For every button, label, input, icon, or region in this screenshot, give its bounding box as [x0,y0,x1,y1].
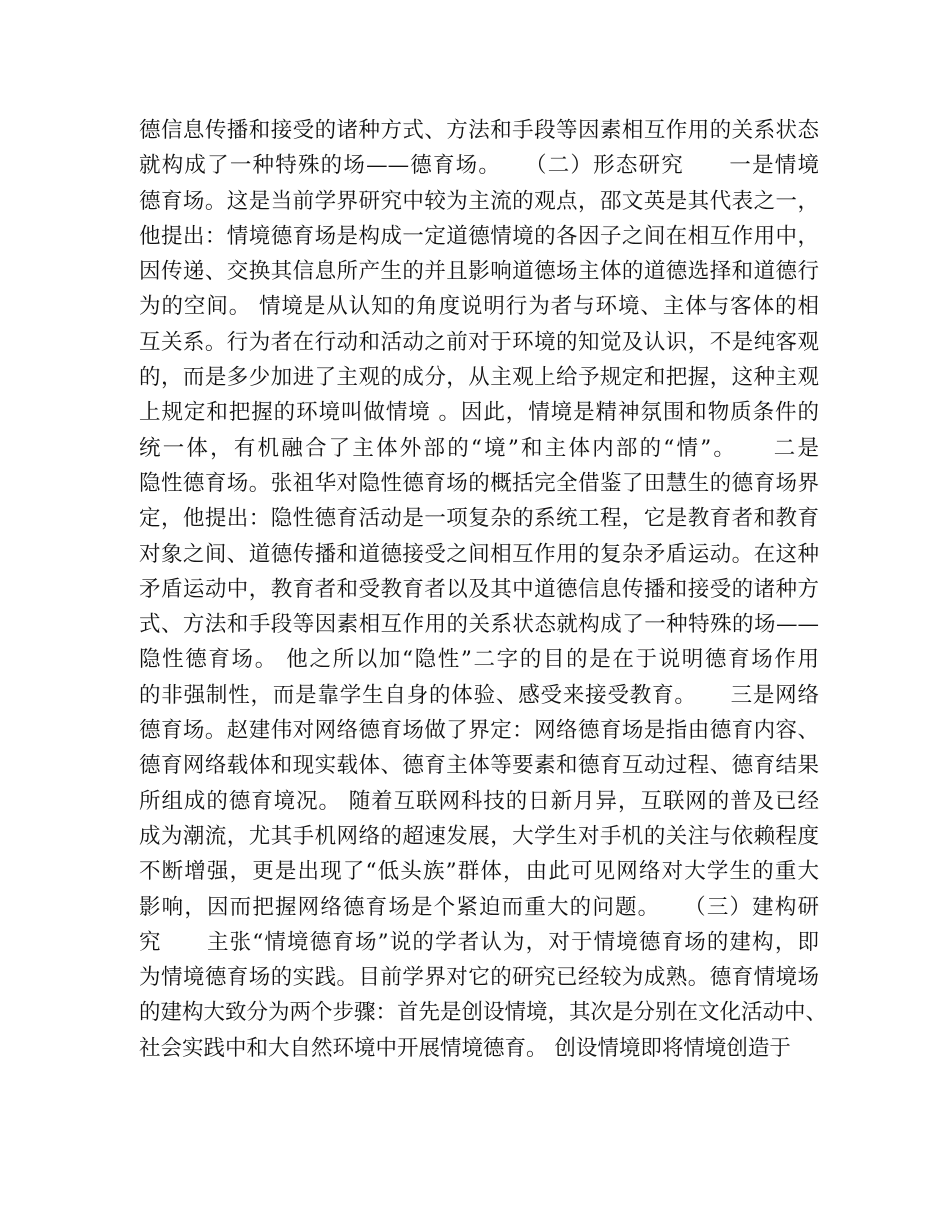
text-line-15: 式、方法和手段等因素相互作用的关系状态就构成了一种特殊的场—— [139,612,819,638]
text-line-9: 上规定和把握的环境叫做情境 。因此，情境是精神氛围和物质条件的 [139,400,819,426]
text-line-20: 所组成的德育境况。 随着互联网科技的日新月异，互联网的普及已经 [139,788,819,814]
text-line-6: 为的空间。 情境是从认知的角度说明行为者与环境、主体与客体的相 [139,294,819,320]
text-line-27: 社会实践中和大自然环境中开展情境德育。 创设情境即将情境创造于 [139,1035,791,1061]
text-line-25: 为情境德育场的实践。目前学界对它的研究已经较为成熟。德育情境场 [139,965,819,991]
text-line-4: 他提出：情境德育场是构成一定道德情境的各因子之间在相互作用中， [139,223,819,249]
text-line-18: 德育场。赵建伟对网络德育场做了界定：网络德育场是指由德育内容、 [139,718,819,744]
text-line-13: 对象之间、道德传播和道德接受之间相互作用的复杂矛盾运动。在这种 [139,541,819,567]
text-line-2: 就构成了一种特殊的场——德育场。 （二）形态研究 一是情境 [139,153,819,179]
text-line-1: 德信息传播和接受的诸种方式、方法和手段等因素相互作用的关系状态 [139,118,819,143]
text-line-10: 统一体，有机融合了主体外部的“境”和主体内部的“情”。 二是 [139,435,819,461]
text-line-11: 隐性德育场。张祖华对隐性德育场的概括完全借鉴了田慧生的德育场界 [139,470,819,496]
text-line-8: 的，而是多少加进了主观的成分，从主观上给予规定和把握，这种主观 [139,365,819,391]
text-line-5: 因传递、交换其信息所产生的并且影响道德场主体的道德选择和道德行 [139,259,819,285]
text-line-17: 的非强制性，而是靠学生自身的体验、感受来接受教育。 三是网络 [139,682,819,708]
text-line-21: 成为潮流，尤其手机网络的超速发展，大学生对手机的关注与依赖程度 [139,823,819,849]
text-line-19: 德育网络载体和现实载体、德育主体等要素和德育互动过程、德育结果 [139,753,819,779]
text-line-26: 的建构大致分为两个步骤：首先是创设情境，其次是分别在文化活动中、 [139,1000,828,1026]
text-line-14: 矛盾运动中，教育者和受教育者以及其中道德信息传播和接受的诸种方 [139,576,819,602]
text-line-3: 德育场。这是当前学界研究中较为主流的观点，邵文英是其代表之一， [139,188,819,214]
text-line-22: 不断增强，更是出现了“低头族”群体，由此可见网络对大学生的重大 [139,859,819,885]
text-line-7: 互关系。行为者在行动和活动之前对于环境的知觉及认识，不是纯客观 [139,329,819,355]
body-text [139,113,828,1066]
text-line-24: 究 主张“情境德育场”说的学者认为，对于情境德育场的建构，即 [139,929,819,955]
text-line-23: 影响，因而把握网络德育场是个紧迫而重大的问题。 （三）建构研 [139,894,819,920]
text-line-16: 隐性德育场。 他之所以加“隐性”二字的目的是在于说明德育场作用 [139,647,819,673]
text-line-12: 定，他提出：隐性德育活动是一项复杂的系统工程，它是教育者和教育 [139,506,819,532]
